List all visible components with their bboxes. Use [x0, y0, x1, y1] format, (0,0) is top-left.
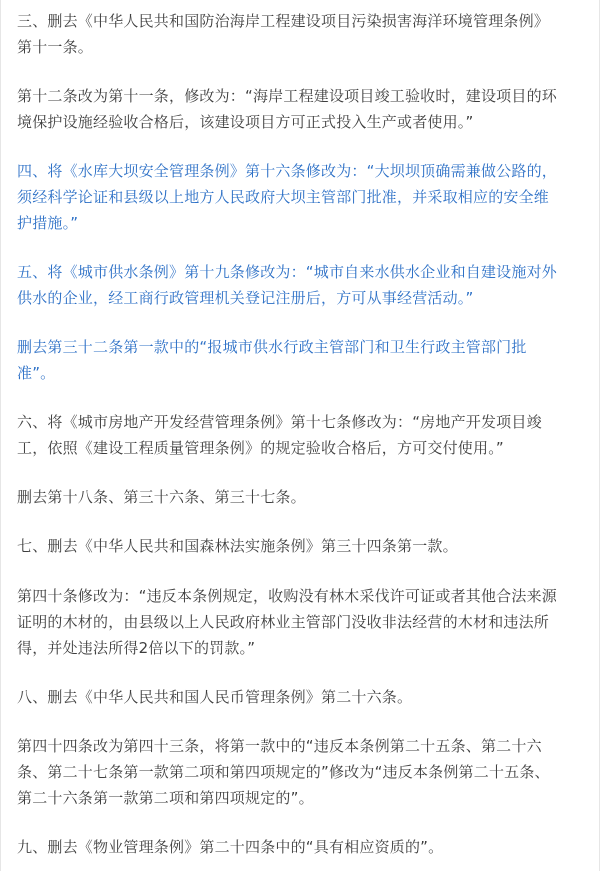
text-line: 境保护设施经验收合格后，该建设项目方可正式投入生产或者使用。”: [17, 113, 474, 131]
text-line: 四、将《水库大坝安全管理条例》第十六条修改为：“大坝坝顶确需兼做公路的，: [17, 162, 557, 180]
text-line: 得，并处违法所得2倍以下的罚款。”: [17, 639, 256, 657]
text-line: 删去第十八条、第三十六条、第三十七条。: [17, 488, 306, 506]
paragraph-delete-32: [17, 334, 589, 386]
paragraph-item-9: [17, 834, 589, 860]
paragraph-article-12: [17, 83, 589, 135]
text-line: 六、将《城市房地产开发经营管理条例》第十七条修改为：“房地产开发项目竣: [17, 413, 542, 431]
text-line: 三、删去《中华人民共和国防治海岸工程建设项目污染损害海洋环境管理条例》: [17, 12, 550, 30]
text-line: 第四十条修改为：“违反本条例规定，收购没有林木采伐许可证或者其他合法来源: [17, 587, 557, 605]
text-line: 五、将《城市供水条例》第十九条修改为：“城市自来水供水企业和自建设施对外: [17, 263, 557, 281]
text-line: 七、删去《中华人民共和国森林法实施条例》第三十四条第一款。: [17, 537, 458, 555]
text-line: 第十二条改为第十一条，修改为：“海岸工程建设项目竣工验收时，建设项目的环: [17, 87, 557, 105]
text-line: 删去第三十二条第一款中的“报城市供水行政主管部门和卫生行政主管部门批: [17, 338, 527, 356]
text-line: 准”。: [17, 364, 56, 382]
paragraph-item-8: [17, 684, 589, 710]
text-line: 第二十六条第一款第二项和第四项规定的”。: [17, 789, 314, 807]
paragraph-article-40: [17, 583, 589, 661]
text-line: 工，依照《建设工程质量管理条例》的规定验收合格后，方可交付使用。”: [17, 439, 504, 457]
paragraph-article-44: [17, 733, 589, 811]
text-line: 证明的木材的，由县级以上人民政府林业主管部门没收非法经营的木材和违法所: [17, 613, 550, 631]
paragraph-delete-18-36-37: [17, 484, 589, 510]
text-line: 供水的企业，经工商行政管理机关登记注册后，方可从事经营活动。”: [17, 289, 474, 307]
paragraph-item-4: [17, 158, 589, 236]
text-line: 第十一条。: [17, 38, 94, 56]
paragraph-item-5: [17, 259, 589, 311]
paragraph-item-6: [17, 409, 589, 461]
text-line: 护措施。”: [17, 214, 79, 232]
text-line: 九、删去《物业管理条例》第二十四条中的“具有相应资质的”。: [17, 838, 444, 856]
text-line: 八、删去《中华人民共和国人民币管理条例》第二十六条。: [17, 688, 413, 706]
text-line: 须经科学论证和县级以上地方人民政府大坝主管部门批准，并采取相应的安全维: [17, 188, 550, 206]
paragraph-item-7: [17, 533, 589, 559]
text-line: 第四十四条改为第四十三条，将第一款中的“违反本条例第二十五条、第二十六: [17, 737, 542, 755]
paragraph-item-3: [17, 8, 589, 60]
text-line: 条、第二十七条第一款第二项和第四项规定的”修改为“违反本条例第二十五条、: [17, 763, 550, 781]
